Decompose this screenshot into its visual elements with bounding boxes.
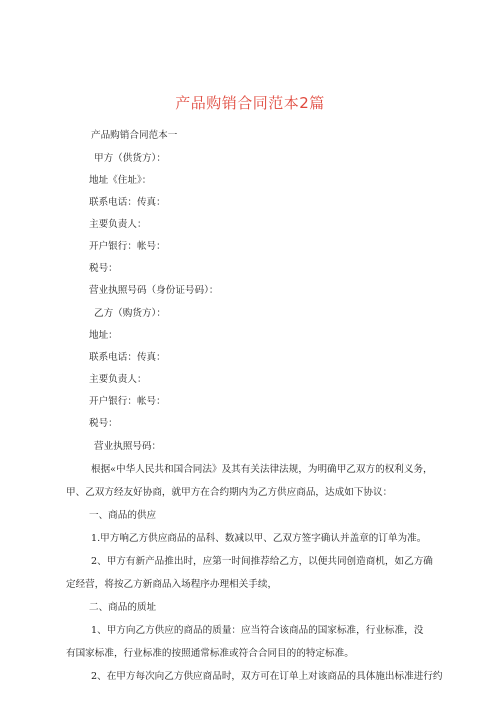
paragraph-line: 主要负责人： <box>89 374 147 385</box>
paragraph-line: 联系电话：传真： <box>89 352 166 363</box>
paragraph-line: 定经营，将按乙方新商品入场程序办理相关手续， <box>66 579 278 590</box>
paragraph-line: 甲方（供货方）： <box>94 153 166 164</box>
paragraph-line: 开户银行：帐号： <box>89 396 166 407</box>
paragraph-line: 主要负责人： <box>89 219 147 230</box>
paragraph-line: 甲、乙双方经友好协商，就甲方在合约期内为乙方供应商品，达成如下协议： <box>66 487 393 498</box>
paragraph-line: 1.甲方响乙方供应商品的品科、数减以甲、乙双方签字确认并盖章的订单为准。 <box>91 533 427 544</box>
paragraph-line: 地址： <box>89 330 118 341</box>
paragraph-line: 乙方（购货方）： <box>94 308 166 319</box>
paragraph-line: 1、甲方向乙方供应的商品的质量：应当符合该商品的国家标准，行业标准，没 <box>91 625 424 636</box>
paragraph-line: 产品购销合同范本一 <box>91 130 178 141</box>
paragraph-line: 税号： <box>89 418 118 429</box>
paragraph-line: 营业执照号码（身份证号码）： <box>89 285 219 296</box>
paragraph-line: 有国家标准，行业标准的按照通常标准或符合合同目的的特定标准。 <box>66 648 354 659</box>
section-heading: 二、商品的质址 <box>89 602 157 613</box>
document-title: 产品购销合同范本2篇 <box>175 94 325 112</box>
paragraph-line: 税号： <box>89 263 118 274</box>
section-heading: 一、商品的供应 <box>89 510 157 521</box>
paragraph-line: 根据«中华人民共和国合同法》及其有关法律法规，为明确甲乙双方的权利义务， <box>91 464 433 475</box>
paragraph-line: 2、甲方有新产品推出时，应第一时间推荐给乙方，以便共同创造商机，如乙方确 <box>91 556 433 567</box>
paragraph-line: 联系电话：传真： <box>89 197 166 208</box>
paragraph-line: 地址《住址》： <box>89 175 152 186</box>
paragraph-line: 2、在甲方每次向乙方供应商品时，双方可在订单上对该商品的具体施出标准进行约 <box>91 671 443 682</box>
paragraph-line: 开户银行：帐号： <box>89 241 166 252</box>
paragraph-line: 营业执照号码： <box>94 441 162 452</box>
